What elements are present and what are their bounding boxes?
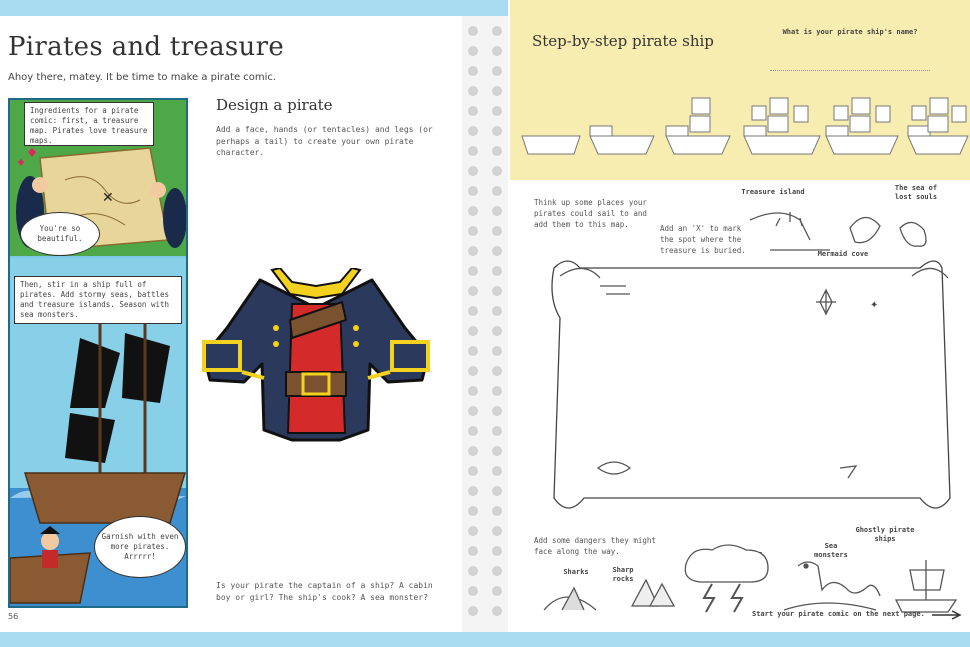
speech-bubble-ship: Then, stir in a ship full of pirates. Add stormy seas, battles and treasure islands. Season with sea monsters.	[14, 276, 182, 324]
treasure-island-label: Treasure island	[741, 188, 805, 196]
pirate-coat-illustration	[200, 268, 432, 448]
sea-monsters-label: Sea monsters	[814, 542, 848, 560]
ship-step-drawings	[516, 92, 970, 162]
ship-name-prompt: What is your pirate ship's name?	[782, 28, 918, 36]
next-page-text: Start your pirate comic on the next page.	[752, 610, 925, 618]
ship-steps-heading: Step-by-step pirate ship	[532, 32, 714, 50]
speech-bubble-garnish: Garnish with even more pirates. Arrrrr!	[94, 516, 186, 578]
mermaid-cove-label: Mermaid cove	[817, 250, 869, 258]
svg-text:✦: ✦	[870, 300, 879, 311]
spiral-binding	[462, 16, 508, 632]
dangers-illustrations	[536, 540, 966, 616]
speech-bubble-beautiful: You're so beautiful.	[20, 212, 100, 256]
sharp-rocks-label: Sharp rocks	[612, 566, 634, 584]
ghostly-ships-label: Ghostly pirate ships	[855, 526, 915, 544]
ship-name-line[interactable]	[770, 70, 930, 71]
lost-souls-label: The sea of lost souls	[894, 184, 938, 202]
speech-bubble-ingredients: Ingredients for a pirate comic: first, a treasure map. Pirates love treasure maps.	[24, 102, 154, 146]
treasure-map-scroll	[540, 198, 960, 528]
page-number: 56	[8, 612, 19, 621]
pirate-question-text: Is your pirate the captain of a ship? A cabin boy or girl? The ship's cook? A sea monster?	[216, 581, 433, 602]
places-text: Think up some places your pirates could sail to and add them to this map.	[534, 198, 647, 229]
design-pirate-text: Add a face, hands (or tentacles) and legs (or perhaps a tail) to create your own pirate character.	[216, 125, 433, 158]
page-subtitle: Ahoy there, matey. It be time to make a pirate comic.	[8, 72, 277, 83]
arrow-right-icon	[930, 610, 964, 620]
bottom-frame	[0, 632, 970, 647]
dangers-text: Add some dangers they might face along the way.	[534, 536, 656, 556]
x-mark-text: Add an 'X' to mark the spot where the treasure is buried.	[660, 224, 746, 255]
comic-strip	[8, 98, 188, 608]
design-pirate-heading: Design a pirate	[216, 96, 333, 114]
page-title: Pirates and treasure	[8, 32, 285, 62]
svg-text:✕: ✕	[102, 190, 114, 206]
sharks-label: Sharks	[563, 568, 589, 576]
